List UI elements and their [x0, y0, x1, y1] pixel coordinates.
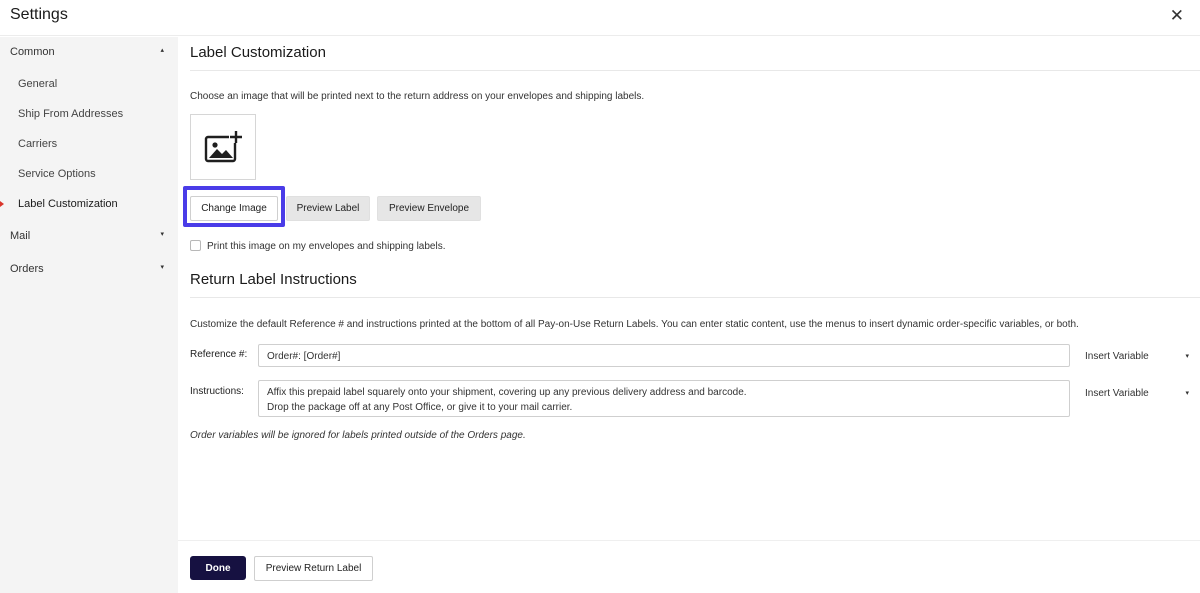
sidebar-group-label: Mail	[10, 230, 31, 242]
instructions-line: Affix this prepaid label squarely onto your shipment, covering up any previous delivery address and barcode.	[267, 387, 747, 398]
instructions-insert-variable-select[interactable]	[1085, 388, 1189, 399]
sidebar-group-common[interactable]	[10, 46, 168, 58]
reference-input[interactable]: Order#: [Order#]	[258, 344, 1070, 367]
sidebar-group-orders[interactable]	[10, 263, 168, 275]
sidebar-group-label: Common	[10, 46, 55, 58]
insert-variable-label: Insert Variable	[1085, 351, 1149, 362]
chevron-down-icon: ▾	[160, 264, 164, 271]
return-label-description: Customize the default Reference # and instructions printed at the bottom of all Pay-on-Use Return Labels. You can enter static content, use the menus to insert dynamic order-specific variables, or both.	[190, 319, 1079, 330]
preview-envelope-button[interactable]: Preview Envelope	[377, 196, 481, 221]
preview-label-button[interactable]: Preview Label	[286, 196, 370, 221]
order-variables-note: Order variables will be ignored for labels printed outside of the Orders page.	[190, 430, 526, 441]
sidebar-item-carriers[interactable]: Carriers	[18, 138, 58, 150]
sidebar-item-general[interactable]: General	[18, 78, 58, 90]
reference-insert-variable-select[interactable]	[1085, 351, 1189, 362]
section-divider	[190, 297, 1200, 298]
sidebar-item-ship-from-addresses[interactable]: Ship From Addresses	[18, 108, 124, 120]
preview-return-label-button[interactable]: Preview Return Label	[254, 556, 373, 581]
sidebar-item-label-customization[interactable]: Label Customization	[18, 198, 118, 210]
instructions-label: Instructions:	[190, 386, 244, 397]
label-customization-description: Choose an image that will be printed next to the return address on your envelopes and shipping labels.	[190, 91, 645, 102]
label-customization-heading: Label Customization	[190, 44, 326, 61]
chevron-down-icon: ▾	[1185, 353, 1189, 360]
reference-label: Reference #:	[190, 349, 248, 360]
print-image-checkbox-label: Print this image on my envelopes and shipping labels.	[207, 241, 446, 252]
print-image-checkbox[interactable]	[190, 240, 201, 251]
chevron-down-icon: ▾	[1185, 390, 1189, 397]
window-title: Settings	[10, 6, 68, 23]
settings-sidebar	[0, 37, 178, 593]
settings-titlebar	[0, 0, 1200, 36]
sidebar-group-label: Orders	[10, 263, 44, 275]
active-item-marker	[0, 201, 4, 207]
chevron-up-icon: ▴	[160, 47, 164, 54]
close-icon[interactable]: ✕	[1169, 6, 1184, 25]
add-image-icon	[204, 130, 244, 166]
sidebar-item-service-options[interactable]: Service Options	[18, 168, 96, 180]
done-button[interactable]: Done	[190, 556, 246, 580]
return-label-heading: Return Label Instructions	[190, 271, 357, 288]
logo-image-preview[interactable]	[190, 114, 256, 180]
change-image-button[interactable]: Change Image	[190, 196, 278, 221]
instructions-line: Drop the package off at any Post Office, or give it to your mail carrier.	[267, 402, 573, 413]
insert-variable-label: Insert Variable	[1085, 388, 1149, 399]
footer-divider	[178, 540, 1200, 541]
section-divider	[190, 70, 1200, 71]
settings-content	[178, 37, 1200, 593]
sidebar-group-mail[interactable]	[10, 230, 168, 242]
chevron-down-icon: ▾	[160, 231, 164, 238]
instructions-textarea[interactable]	[258, 380, 1070, 417]
